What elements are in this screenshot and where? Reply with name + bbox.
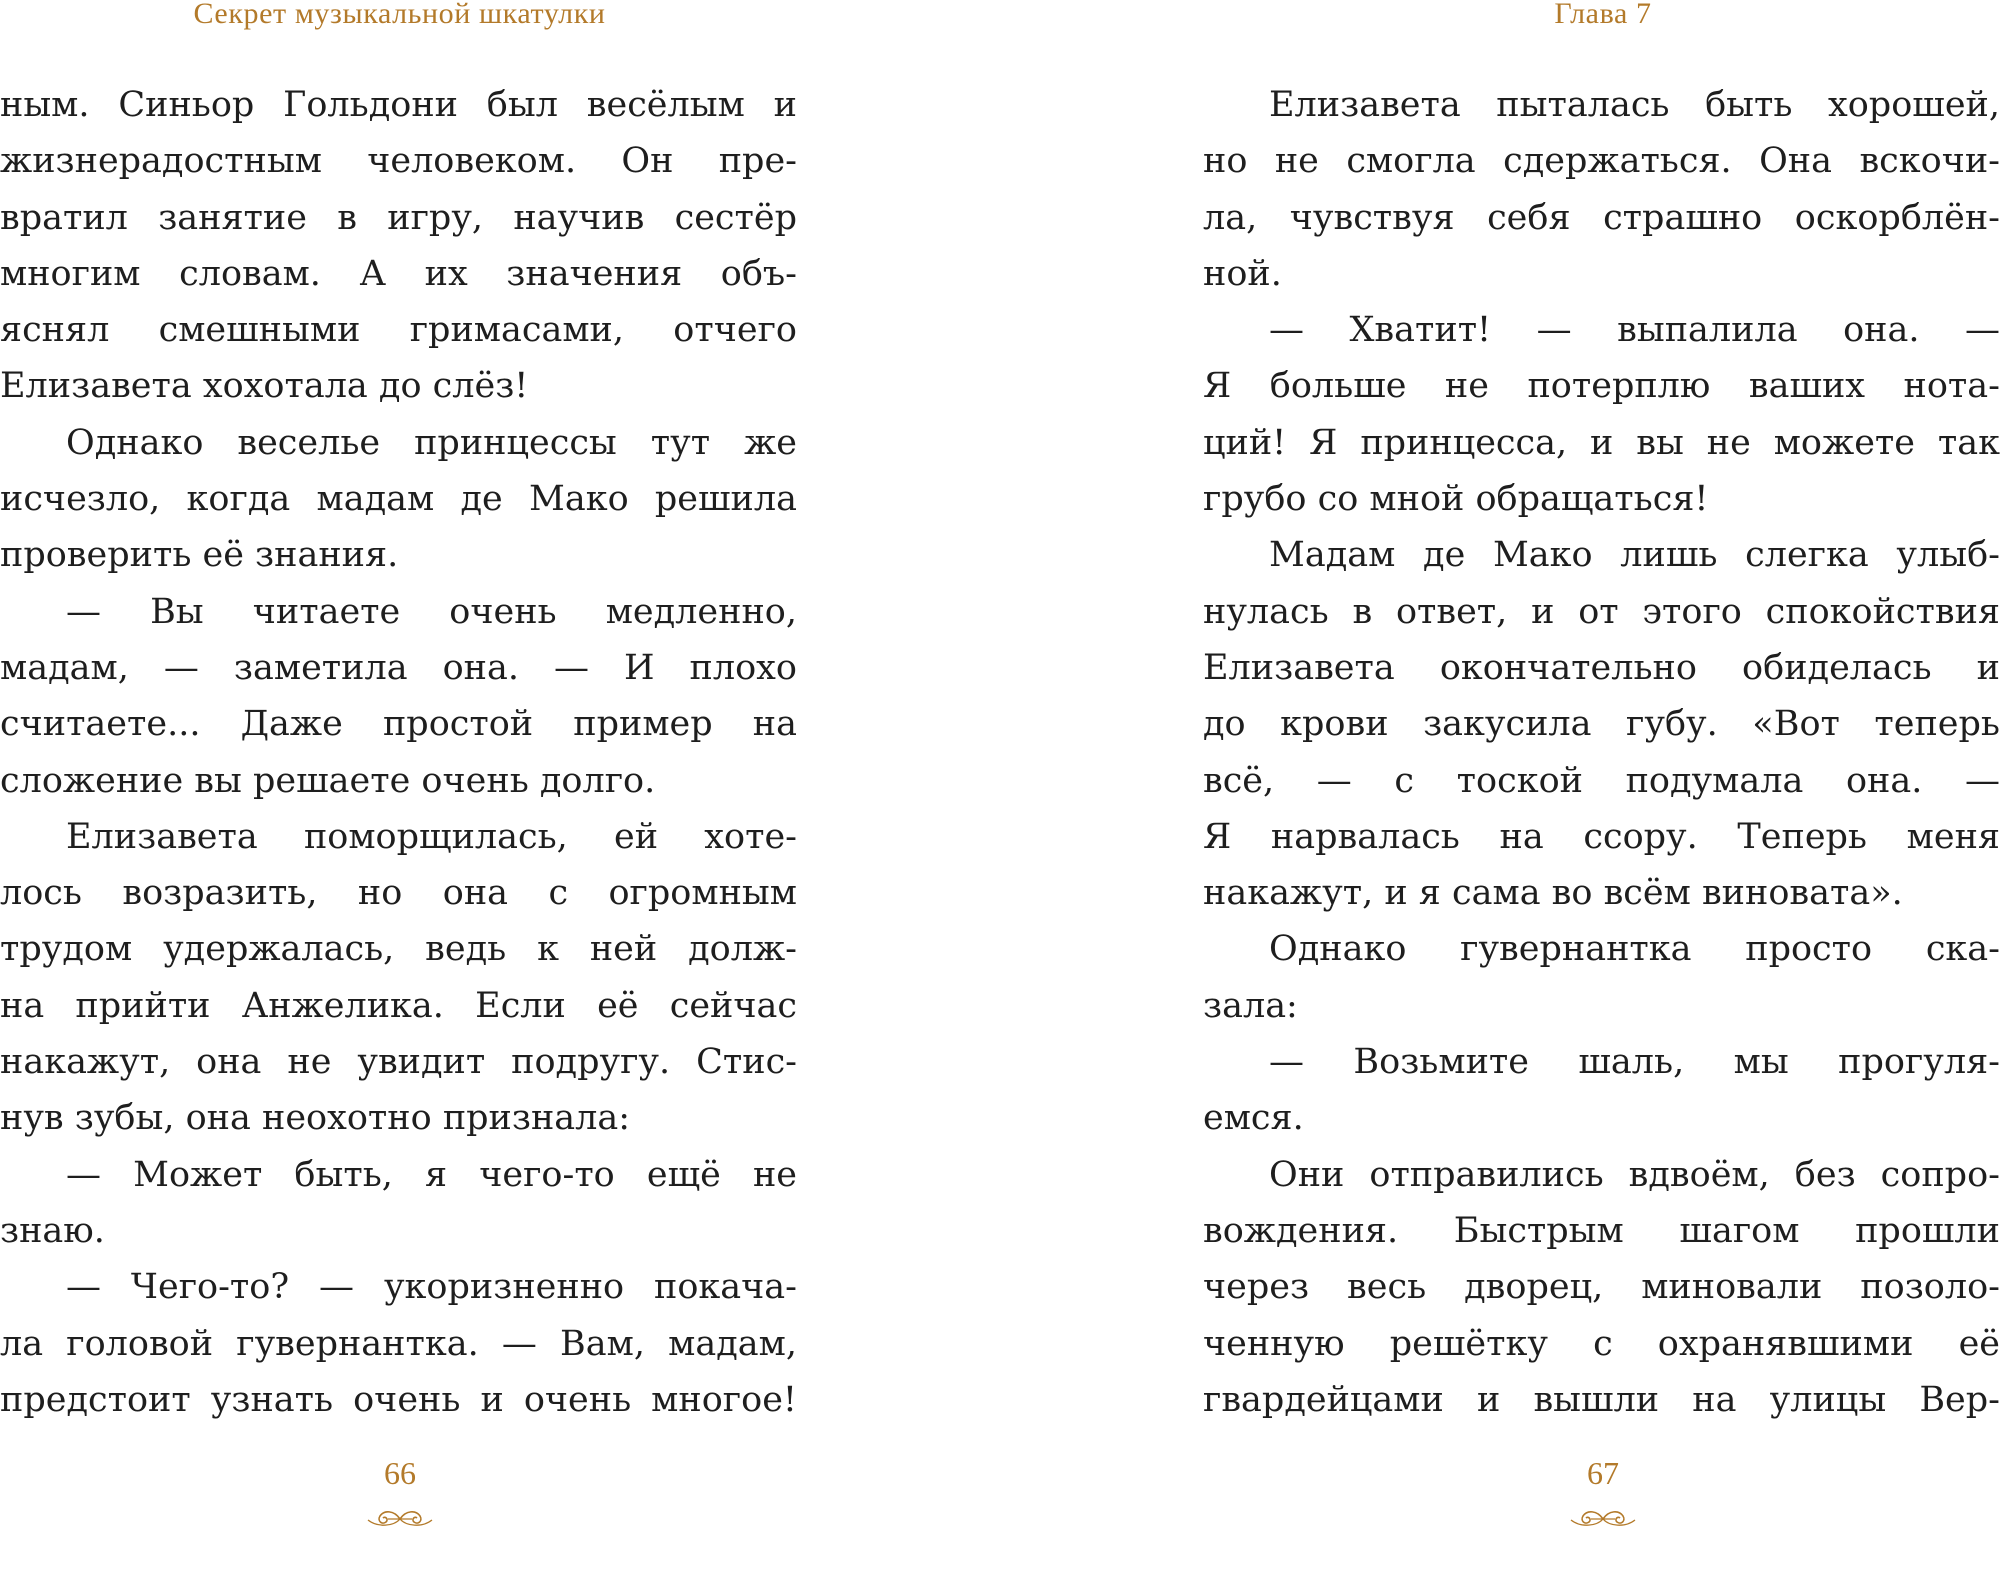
text-line: Елизавета окончательно обиделась и [1203, 647, 2000, 688]
text-line: лось возразить, но она с огромным [0, 873, 797, 914]
text-line: всё, — с тоской подумала она. — [1203, 760, 2000, 801]
text-line: нулась в ответ, и от этого спокойствия [1203, 591, 2000, 632]
text-line: накажут, и я сама во всём виновата». [1203, 873, 1903, 914]
text-line: вратил занятие в игру, научив сестёр [0, 197, 797, 238]
text-line: нув зубы, она неохотно признала: [0, 1098, 631, 1139]
text-line: накажут, она не увидит подругу. Стис- [0, 1042, 797, 1083]
text-line: вождения. Быстрым шагом прошли [1203, 1210, 2000, 1251]
text-line: считаете... Даже простой пример на [0, 704, 797, 745]
left-page-body [0, 77, 797, 1428]
text-line: ций! Я принцесса, и вы не можете так [1203, 422, 2000, 463]
text-line: гвардейцами и вышли на улицы Вер- [1203, 1379, 2000, 1420]
text-line: до крови закусила губу. «Вот теперь [1203, 704, 2000, 745]
text-line: трудом удержалась, ведь к ней долж- [0, 929, 797, 970]
text-line: ченную решётку с охранявшими её [1203, 1323, 2000, 1364]
text-line: многим словам. А их значения объ- [0, 253, 797, 294]
text-line: — Может быть, я чего-то ещё не [66, 1154, 797, 1195]
text-line: Однако веселье принцессы тут же [66, 422, 797, 463]
text-line: яснял смешными гримасами, отчего [0, 310, 797, 351]
text-line: предстоит узнать очень и очень многое! [0, 1379, 797, 1420]
text-line: знаю. [0, 1210, 105, 1251]
text-line: Елизавета хохотала до слёз! [0, 366, 529, 407]
text-line: — Возьмите шаль, мы прогуля- [1269, 1042, 2000, 1083]
text-line: но не смогла сдержаться. Она вскочи- [1203, 141, 2000, 182]
left-page [0, 0, 800, 1569]
text-line: ла головой гувернантка. — Вам, мадам, [0, 1323, 797, 1364]
running-head-left-text: Секрет музыкальной шкатулки [193, 0, 606, 30]
text-line: грубо со мной обращаться! [1203, 479, 1709, 520]
text-line: Я нарвалась на ссору. Теперь меня [1203, 816, 2000, 857]
flourish-ornament-icon [364, 1506, 436, 1532]
right-page [1203, 0, 2000, 1569]
text-line: емся. [1203, 1098, 1304, 1139]
text-line: исчезло, когда мадам де Мако решила [0, 479, 797, 520]
text-line: ной. [1203, 253, 1282, 294]
flourish-ornament-icon [1567, 1506, 1639, 1532]
text-line: на прийти Анжелика. Если её сейчас [0, 985, 797, 1026]
text-line: — Вы читаете очень медленно, [66, 591, 797, 632]
running-head-right-text: Глава 7 [1554, 0, 1652, 30]
text-line: Я больше не потерплю ваших нота- [1203, 366, 2000, 407]
text-line: жизнерадостным человеком. Он пре- [0, 141, 797, 182]
text-line: Они отправились вдвоём, без сопро- [1269, 1154, 2000, 1195]
text-line: Мадам де Мако лишь слегка улыб- [1269, 535, 2000, 576]
running-head-right [1203, 0, 2000, 32]
running-head-left [0, 0, 800, 32]
text-line: сложение вы решаете очень долго. [0, 760, 656, 801]
text-line: Елизавета поморщилась, ей хоте- [66, 816, 797, 857]
text-line: Однако гувернантка просто ска- [1269, 929, 2000, 970]
text-line: зала: [1203, 985, 1298, 1026]
page-number-left: 66 [384, 1455, 416, 1491]
right-page-body [1203, 77, 2000, 1428]
text-line: проверить её знания. [0, 535, 399, 576]
text-line: через весь дворец, миновали позоло- [1203, 1267, 2000, 1308]
text-line: ла, чувствуя себя страшно оскорблён- [1203, 197, 2000, 238]
text-line: Елизавета пыталась быть хорошей, [1269, 85, 2000, 125]
page-number-right: 67 [1587, 1455, 1619, 1491]
text-line: — Чего-то? — укоризненно покача- [66, 1267, 797, 1308]
text-line: ным. Синьор Гольдони был весёлым и [0, 85, 797, 125]
text-line: мадам, — заметила она. — И плохо [0, 647, 797, 688]
text-line: — Хватит! — выпалила она. — [1269, 310, 2000, 351]
